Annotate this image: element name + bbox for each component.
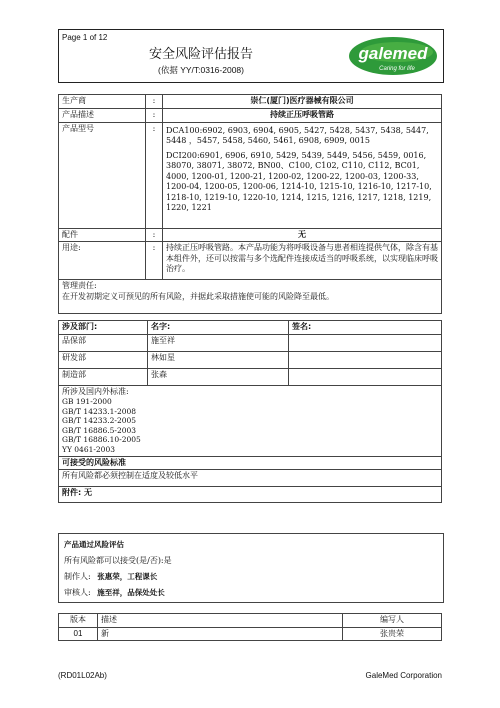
acceptable-text-row bbox=[59, 470, 442, 487]
row-models bbox=[59, 122, 442, 228]
accessory-label: 配件 bbox=[59, 228, 146, 242]
colon: : bbox=[146, 109, 163, 123]
departments-header: 涉及部门: bbox=[59, 321, 148, 335]
colon: : bbox=[146, 122, 163, 228]
product-label: 产品描述 bbox=[59, 109, 146, 123]
description-cell: 新 bbox=[98, 627, 343, 641]
standard-item: GB/T 14233.2-2005 bbox=[62, 416, 137, 426]
form-code: (RD01L02Ab) bbox=[58, 671, 107, 680]
logo-tagline: Caring for life bbox=[379, 66, 415, 72]
departments-table bbox=[58, 320, 442, 503]
page-number: Page 1 of 12 bbox=[62, 33, 108, 42]
author-line bbox=[64, 571, 157, 582]
manufacturer-value: 崇仁(厦门)医疗器械有限公司 bbox=[163, 95, 442, 109]
departments-header-row bbox=[59, 321, 442, 335]
use-label: 用途: bbox=[59, 242, 146, 280]
acceptable-risk-text: 所有风险都必须控制在适度及较低水平 bbox=[59, 470, 442, 487]
reviewer-value: 施至祥，品保处处长 bbox=[97, 588, 165, 597]
standard-item: GB/T 16886.10-2005 bbox=[62, 435, 141, 445]
department-cell: 品保部 bbox=[59, 334, 148, 351]
galemed-logo bbox=[345, 33, 441, 79]
author-cell: 张贵荣 bbox=[343, 627, 442, 641]
table-row bbox=[59, 368, 442, 385]
standard-item: GB 191-2000 bbox=[62, 397, 112, 406]
signature-cell bbox=[289, 334, 442, 351]
standard-item: GB/T 14233.1-2008 bbox=[62, 406, 137, 416]
company-name: GaleMed Corporation bbox=[365, 671, 442, 680]
product-value: 持续正压呼吸管路 bbox=[163, 109, 442, 123]
department-cell: 研发部 bbox=[59, 351, 148, 368]
models-dca100: DCA100:6902, 6903, 6904, 6905, 5427, 5428, 5437, 5438, 5447, 5448 ，5457, 5458, 5460, 5461, 6908, 6909, 0015 bbox=[166, 125, 429, 145]
revision-table bbox=[58, 613, 442, 641]
management-title: 管理责任: bbox=[62, 281, 97, 290]
row-manufacturer bbox=[59, 95, 442, 109]
row-product bbox=[59, 109, 442, 123]
standards-section bbox=[59, 385, 442, 456]
standard-item: GB/T 16886.5-2003 bbox=[62, 425, 137, 435]
accessory-value: 无 bbox=[163, 228, 442, 242]
table-row bbox=[59, 627, 442, 641]
name-cell: 施至祥 bbox=[148, 334, 289, 351]
name-header: 名字: bbox=[148, 321, 289, 335]
management-text: 在开发初期定义可预见的所有风险，并据此采取措施使可能的风险降至最低。 bbox=[62, 291, 334, 301]
product-info-table bbox=[58, 94, 442, 314]
manufacturer-label: 生产商 bbox=[59, 95, 146, 109]
row-management bbox=[59, 280, 442, 314]
reviewer-line bbox=[64, 587, 165, 598]
colon: : bbox=[146, 95, 163, 109]
management-responsibility bbox=[59, 280, 442, 314]
description-header: 描述 bbox=[98, 614, 343, 628]
acceptable-title-row bbox=[59, 456, 442, 470]
acceptable-risk-title: 可接受的风险标准 bbox=[59, 456, 442, 470]
acceptance-statement: 所有风险都可以接受(是/否):是 bbox=[64, 556, 172, 565]
row-accessory bbox=[59, 228, 442, 242]
standard-item: YY 0461-2003 bbox=[62, 444, 115, 454]
evaluation-title: 产品通过风险评估 bbox=[64, 540, 124, 549]
standards-title: 所涉及国内外标准: bbox=[62, 386, 129, 396]
logo-wordmark: galemed bbox=[358, 44, 428, 63]
attachment-row bbox=[59, 487, 442, 503]
standards-row bbox=[59, 385, 442, 456]
model-list bbox=[163, 122, 442, 228]
table-row bbox=[59, 334, 442, 351]
revision-header-row bbox=[59, 614, 442, 628]
author-header: 编写人 bbox=[343, 614, 442, 628]
name-cell: 林如星 bbox=[148, 351, 289, 368]
version-header: 版本 bbox=[59, 614, 98, 628]
author-label: 制作人: bbox=[64, 572, 91, 581]
document-title: 安全风险评估报告 bbox=[148, 47, 253, 62]
signature-header: 签名: bbox=[289, 321, 442, 335]
model-label: 产品型号 bbox=[59, 122, 146, 228]
attachment: 附件: 无 bbox=[59, 487, 442, 503]
table-row bbox=[59, 351, 442, 368]
author-value: 张惠荣，工程课长 bbox=[97, 572, 158, 581]
name-cell: 张森 bbox=[148, 368, 289, 385]
department-cell: 制造部 bbox=[59, 368, 148, 385]
colon: : bbox=[146, 228, 163, 242]
document-header bbox=[58, 29, 444, 83]
document-basis: (依据 YY/T:0316-2008) bbox=[158, 65, 244, 75]
use-value: 持续正压呼吸管路。本产品功能为将呼吸设备与患者相连提供气体，除含有基本组件外，还可以按需与多个选配件连接成适当的呼吸系统，以实现临床呼吸治疗。 bbox=[163, 242, 442, 280]
signature-cell bbox=[289, 351, 442, 368]
version-cell: 01 bbox=[59, 627, 98, 641]
signature-cell bbox=[289, 368, 442, 385]
colon: : bbox=[146, 242, 163, 280]
models-dci200: DCI200:6901, 6906, 6910, 5429, 5439, 5449, 5456, 5459, 0016, 38070, 38071, 38072, BN00、C100, C102, C110, C112, BC01, 4000, 1200-01, 1200-21, 1200-02, 1200-22, 1200-03, 1200-33, 1200-04, 1200-05, 1200-06, 1214-10, 1215-10, 1216-10, 1217-10, 1218-10, 1219-10, 1220-10, 1214, 1215, 1216, 1217, 1218, 1219, 1220, 1221 bbox=[166, 150, 432, 212]
row-use bbox=[59, 242, 442, 280]
risk-evaluation-box bbox=[58, 533, 444, 603]
reviewer-label: 审核人: bbox=[64, 588, 91, 597]
